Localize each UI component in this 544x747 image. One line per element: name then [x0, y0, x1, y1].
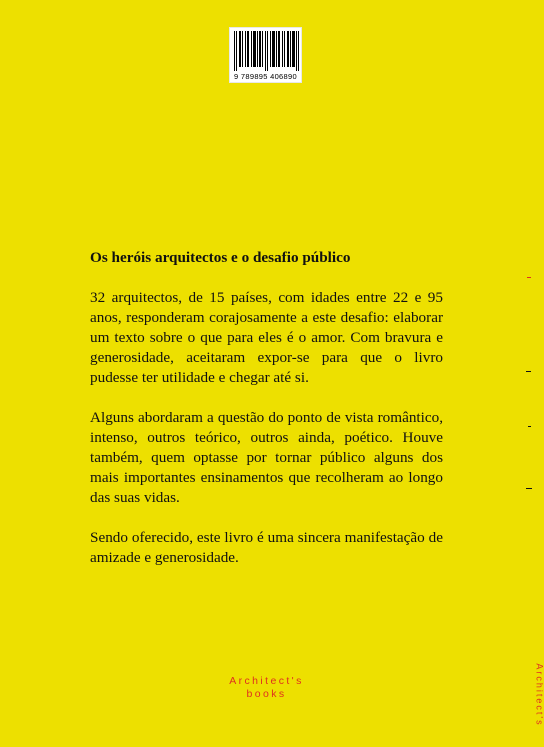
publisher-line-1: Architect's [229, 675, 304, 687]
crop-mark [527, 277, 531, 278]
heading: Os heróis arquitectos e o desafio público [90, 249, 351, 266]
spine-title: Architect's [534, 663, 544, 727]
publisher-logo [0, 675, 533, 701]
isbn-number: 9 789895 406890 [234, 71, 297, 81]
crop-mark [526, 488, 532, 489]
crop-mark [526, 371, 531, 372]
publisher-line-2: books [246, 688, 287, 700]
paragraph-2: Alguns abordaram a questão do ponto de vista romântico, intenso, outros teórico, outros ainda, poético. Houve também, quem optasse por tornar público alguns dos mais importantes ensinamentos que recolheram ao longo das suas vidas. [90, 409, 443, 506]
paragraph-3: Sendo oferecido, este livro é uma sincera manifestação de amizade e generosidade. [90, 529, 443, 566]
isbn-barcode-icon [233, 31, 300, 71]
paragraph-1: 32 arquitectos, de 15 países, com idades entre 22 e 95 anos, responderam corajosamente a este desafio: elaborar um texto sobre o que para eles é o amor. Com bravura e generosidade, aceitaram expor-se para que o livro pudesse ter utilidade e chegar até si. [90, 289, 443, 386]
barcode [229, 27, 302, 83]
back-cover-text [90, 248, 443, 588]
crop-mark [528, 426, 531, 427]
